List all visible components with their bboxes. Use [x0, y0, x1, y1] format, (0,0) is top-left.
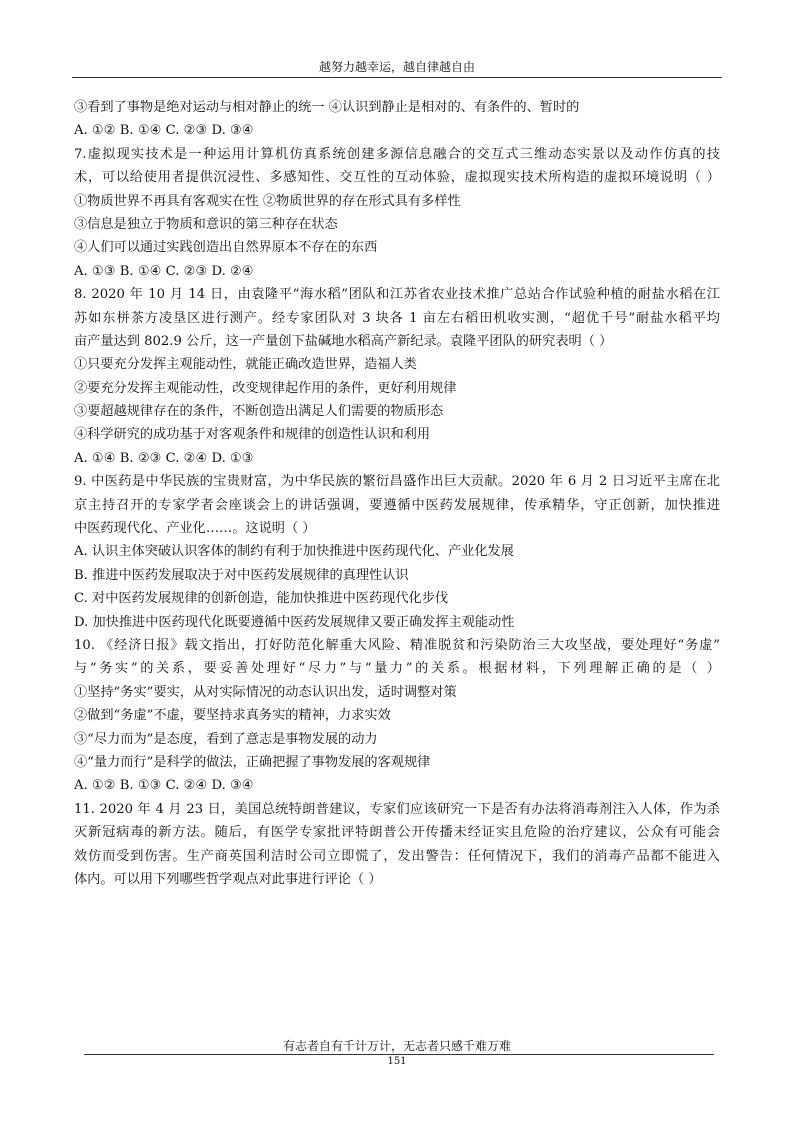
- page-number: 151: [387, 1056, 407, 1067]
- document-body: [74, 96, 720, 891]
- question-7-stem: 7.虚拟现实技术是一种运用计算机仿真系统创建多源信息融合的交互式三维动态实景以及动作仿真的技: [74, 146, 720, 162]
- answer-options: A. ①④ B. ②③ C. ②④ D. ①③: [74, 450, 254, 466]
- question-8-stem: 苏如东栟茶方凌垦区进行测产。经专家团队对 3 块各 1 亩左右稻田机收实测，“超优千号”耐盐水稻平均: [74, 310, 720, 326]
- page-header: 越努力越幸运，越自律越自由: [318, 60, 475, 74]
- answer-options: A. ①② B. ①③ C. ②④ D. ③④: [74, 778, 254, 794]
- question-11-stem: 灭新冠病毒的新方法。随后，有医学专家批评特朗普公开传播未经证实且危险的治疗建议，公众有可能会: [74, 825, 720, 841]
- text-line: ②做到“务虚”不虚，要坚持求真务实的精神，力求实效: [74, 708, 391, 724]
- option-a: A. 认识主体突破认识客体的制约有利于加快推进中医药现代化、产业化发展: [74, 544, 514, 560]
- option-d: D. 加快推进中医药现代化既要遵循中医药发展规律又要正确发挥主观能动性: [74, 614, 515, 630]
- text-line: ①只要充分发挥主观能动性，就能正确改造世界，造福人类: [74, 357, 417, 373]
- text-line: ①物质世界不再具有客观实在性 ②物质世界的存在形式具有多样性: [74, 193, 461, 209]
- option-c: C. 对中医药发展规律的创新创造，能加快推进中医药现代化步伐: [74, 591, 449, 607]
- question-9-stem: 中医药现代化、产业化……。这说明（ ）: [74, 521, 316, 537]
- question-8-stem: 亩产量达到 802.9 公斤，这一产量创下盐碱地水稻高产新纪录。袁隆平团队的研究表明（ ）: [74, 333, 613, 349]
- text-line: ②要充分发挥主观能动性，改变规律起作用的条件，更好利用规律: [74, 380, 457, 396]
- text-line: ④人们可以通过实践创造出自然界原本不存在的东西: [74, 240, 378, 256]
- text-line: ③信息是独立于物质和意识的第三种存在状态: [74, 216, 338, 232]
- text-line: ④“量力而行”是科学的做法，正确把握了事物发展的客观规律: [74, 754, 431, 770]
- question-9-stem: 京主持召开的专家学者会座谈会上的讲话强调，要遵循中医药发展规律，传承精华，守正创新，加快推进: [74, 497, 720, 513]
- question-7-stem: 术，可以给使用者提供沉浸性、多感知性、交互性的互动体验，虚拟现实技术所构造的虚拟环境说明（ ）: [74, 170, 720, 186]
- option-b: B. 推进中医药发展取决于对中医药发展规律的真理性认识: [74, 567, 409, 583]
- footer-motto: 有志者自有千计万计，无志者只感千难万难: [282, 1039, 511, 1053]
- text-line: ④科学研究的成功基于对客观条件和规律的创造性认识和利用: [74, 427, 431, 443]
- question-10-stem: 与“务实”的关系，要妥善处理好“尽力”与“量力”的关系。根据材料，下列理解正确的是（ ）: [74, 661, 720, 677]
- question-11-stem: 体内。可以用下列哪些哲学观点对此事进行评论（ ）: [74, 871, 382, 887]
- text-line: ③看到了事物是绝对运动与相对静止的统一 ④认识到静止是相对的、有条件的、暂时的: [74, 100, 580, 115]
- question-11-stem: 11. 2020 年 4 月 23 日，美国总统特朗普建议，专家们应该研究一下是否有办法将消毒剂注入人体，作为杀: [74, 801, 720, 817]
- footer-divider: [84, 1054, 714, 1055]
- answer-options: A. ①② B. ①④ C. ②③ D. ③④: [74, 123, 254, 139]
- header-divider: [72, 77, 722, 78]
- question-10-stem: 10. 《经济日报》载文指出，打好防范化解重大风险、精准脱贫和污染防治三大攻坚战，要处理好“务虚”: [74, 637, 720, 653]
- text-line: ③“尽力而为”是态度，看到了意志是事物发展的动力: [74, 731, 378, 747]
- text-line: ③要超越规律存在的条件，不断创造出满足人们需要的物质形态: [74, 404, 444, 420]
- question-11-stem: 效仿而受到伤害。生产商英国利洁时公司立即慌了，发出警告：任何情况下，我们的消毒产品都不能进入: [74, 848, 720, 864]
- text-line: ①坚持“务实”要实，从对实际情况的动态认识出发，适时调整对策: [74, 684, 457, 700]
- question-8-stem: 8. 2020 年 10 月 14 日，由袁隆平“海水稻”团队和江苏省农业技术推广总站合作试验种植的耐盐水稻在江: [74, 287, 720, 303]
- question-9-stem: 9. 中医药是中华民族的宝贵财富，为中华民族的繁衍昌盛作出巨大贡献。2020 年 6 月 2 日习近平主席在北: [74, 474, 720, 490]
- answer-options: A. ①③ B. ①④ C. ②③ D. ②④: [74, 263, 254, 279]
